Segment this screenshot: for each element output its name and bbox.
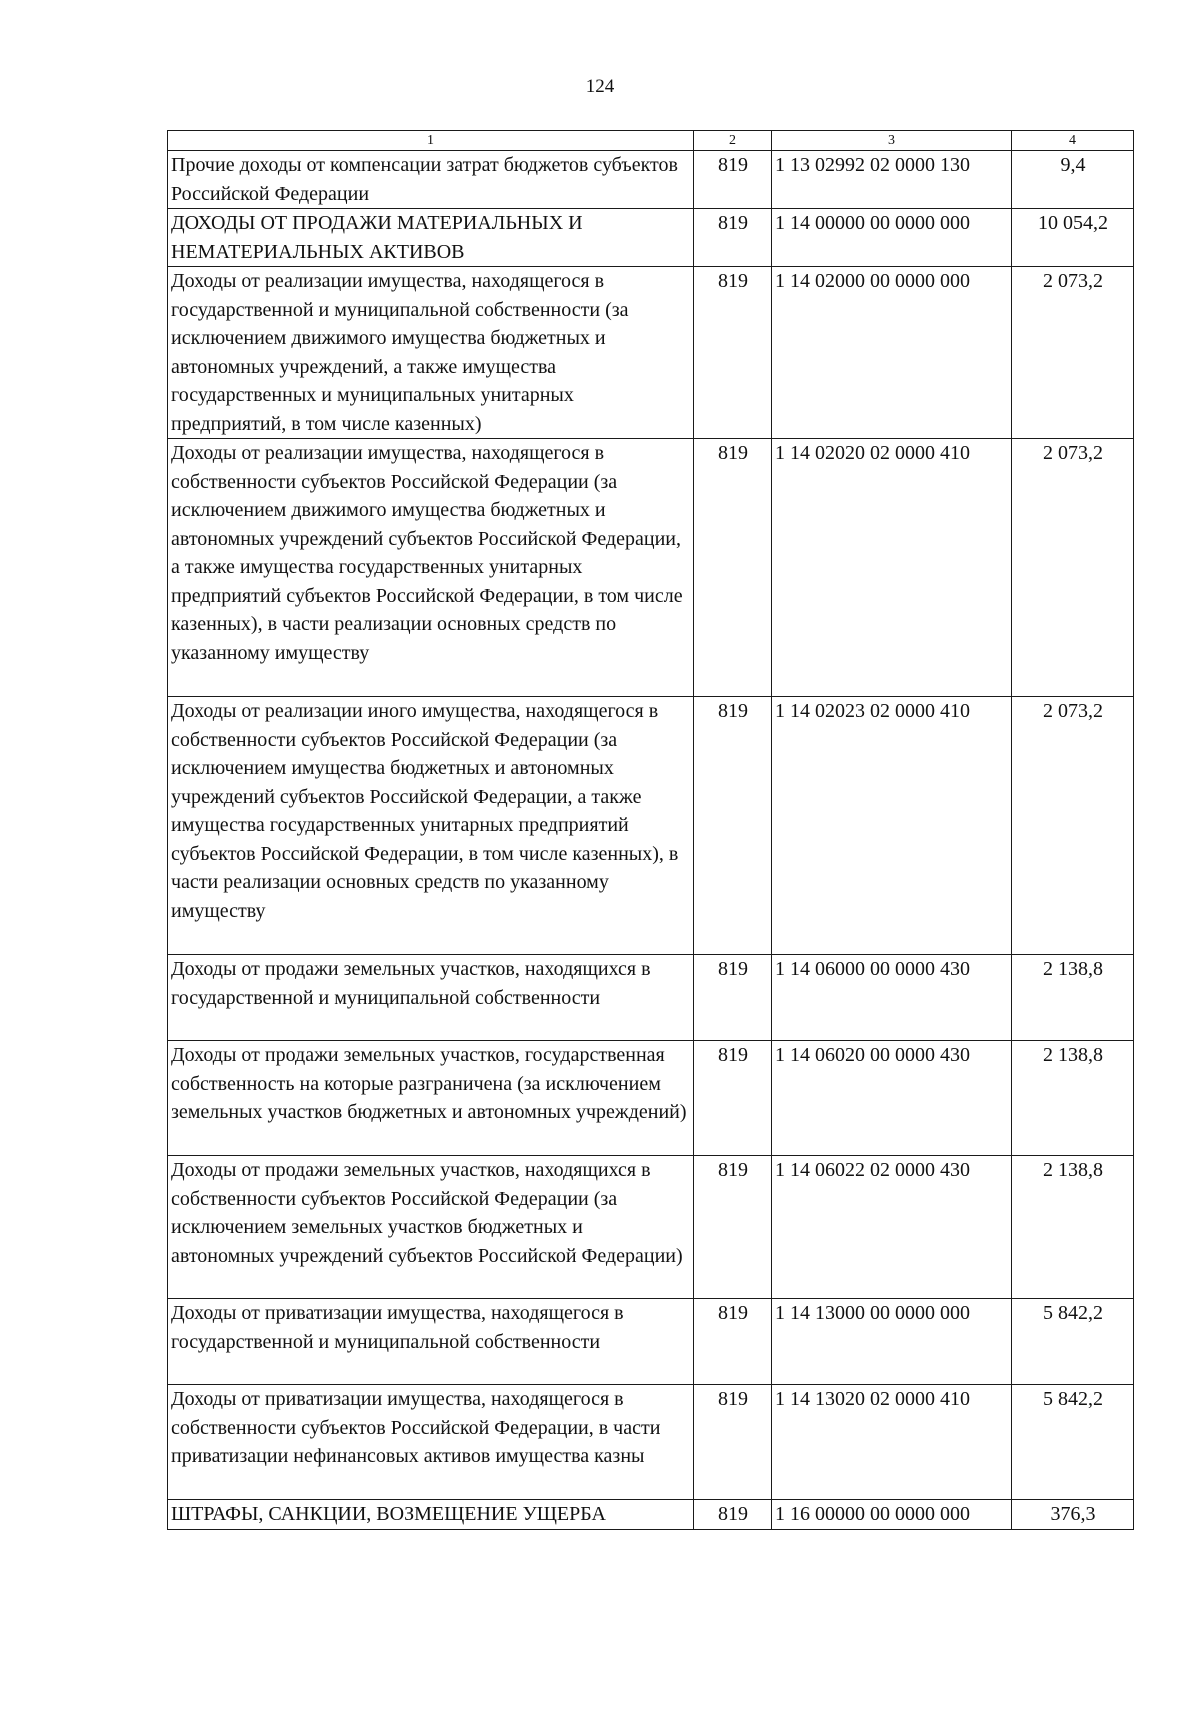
column-header-1: 1 — [168, 131, 694, 151]
admin-code-cell: 819 — [694, 1385, 772, 1500]
budget-code-cell: 1 13 02992 02 0000 130 — [772, 151, 1012, 209]
admin-code-cell: 819 — [694, 267, 772, 439]
column-header-2: 2 — [694, 131, 772, 151]
admin-code-cell: 819 — [694, 1156, 772, 1299]
table-row — [168, 1156, 1134, 1299]
table-header-row — [168, 131, 1134, 151]
revenue-name-cell: ДОХОДЫ ОТ ПРОДАЖИ МАТЕРИАЛЬНЫХ И НЕМАТЕРИАЛЬНЫХ АКТИВОВ — [168, 209, 694, 267]
budget-code-cell: 1 14 13000 00 0000 000 — [772, 1299, 1012, 1385]
admin-code-cell: 819 — [694, 1299, 772, 1385]
table-row — [168, 439, 1134, 697]
table-row — [168, 151, 1134, 209]
admin-code-cell: 819 — [694, 151, 772, 209]
budget-code-cell: 1 14 06000 00 0000 430 — [772, 955, 1012, 1041]
admin-code-cell: 819 — [694, 439, 772, 697]
revenue-name-cell: Доходы от продажи земельных участков, находящихся в государственной и муниципальной собственности — [168, 955, 694, 1041]
amount-cell: 2 073,2 — [1012, 697, 1134, 955]
revenue-name-cell: Доходы от приватизации имущества, находящегося в государственной и муниципальной собственности — [168, 1299, 694, 1385]
column-header-4: 4 — [1012, 131, 1134, 151]
amount-cell: 2 138,8 — [1012, 1156, 1134, 1299]
page-number: 124 — [585, 76, 615, 97]
budget-code-cell: 1 14 13020 02 0000 410 — [772, 1385, 1012, 1500]
amount-cell: 2 138,8 — [1012, 955, 1134, 1041]
amount-cell: 5 842,2 — [1012, 1299, 1134, 1385]
budget-code-cell: 1 14 02000 00 0000 000 — [772, 267, 1012, 439]
admin-code-cell: 819 — [694, 697, 772, 955]
revenue-name-cell: Доходы от приватизации имущества, находящегося в собственности субъектов Российской Федерации, в части приватизации нефинансовых активов имущества казны — [168, 1385, 694, 1500]
budget-code-cell: 1 16 00000 00 0000 000 — [772, 1500, 1012, 1530]
revenue-name-cell: Доходы от продажи земельных участков, государственная собственность на которые разграничена (за исключением земельных участков бюджетных и автономных учреждений) — [168, 1041, 694, 1156]
admin-code-cell: 819 — [694, 209, 772, 267]
budget-code-cell: 1 14 06022 02 0000 430 — [772, 1156, 1012, 1299]
revenue-name-cell: Прочие доходы от компенсации затрат бюджетов субъектов Российской Федерации — [168, 151, 694, 209]
table-row — [168, 1299, 1134, 1385]
revenue-table — [167, 130, 1134, 1530]
amount-cell: 5 842,2 — [1012, 1385, 1134, 1500]
table-row — [168, 955, 1134, 1041]
amount-cell: 376,3 — [1012, 1500, 1134, 1530]
budget-code-cell: 1 14 06020 00 0000 430 — [772, 1041, 1012, 1156]
revenue-name-cell: ШТРАФЫ, САНКЦИИ, ВОЗМЕЩЕНИЕ УЩЕРБА — [168, 1500, 694, 1530]
table-row — [168, 267, 1134, 439]
table-row — [168, 209, 1134, 267]
admin-code-cell: 819 — [694, 955, 772, 1041]
revenue-name-cell: Доходы от реализации иного имущества, находящегося в собственности субъектов Российской Федерации (за исключением имущества бюджетных и автономных учреждений субъектов Российской Федерации, а также имущества государственных унитарных предприятий субъектов Российской Федерации, в том числе казенных), в части реализации основных средств по указанному имуществу — [168, 697, 694, 955]
table-row — [168, 1500, 1134, 1530]
revenue-name-cell: Доходы от реализации имущества, находящегося в государственной и муниципальной собственности (за исключением движимого имущества бюджетных и автономных учреждений, а также имущества государственных и муниципальных унитарных предприятий, в том числе казенных) — [168, 267, 694, 439]
table-row — [168, 1041, 1134, 1156]
admin-code-cell: 819 — [694, 1041, 772, 1156]
column-header-3: 3 — [772, 131, 1012, 151]
budget-code-cell: 1 14 00000 00 0000 000 — [772, 209, 1012, 267]
budget-code-cell: 1 14 02023 02 0000 410 — [772, 697, 1012, 955]
admin-code-cell: 819 — [694, 1500, 772, 1530]
amount-cell: 10 054,2 — [1012, 209, 1134, 267]
amount-cell: 9,4 — [1012, 151, 1134, 209]
amount-cell: 2 138,8 — [1012, 1041, 1134, 1156]
budget-code-cell: 1 14 02020 02 0000 410 — [772, 439, 1012, 697]
amount-cell: 2 073,2 — [1012, 267, 1134, 439]
amount-cell: 2 073,2 — [1012, 439, 1134, 697]
revenue-name-cell: Доходы от реализации имущества, находящегося в собственности субъектов Российской Федерации (за исключением движимого имущества бюджетных и автономных учреждений субъектов Российской Федерации, а также имущества государственных унитарных предприятий субъектов Российской Федерации, в том числе казенных), в части реализации основных средств по указанному имуществу — [168, 439, 694, 697]
revenue-name-cell: Доходы от продажи земельных участков, находящихся в собственности субъектов Российской Федерации (за исключением земельных участков бюджетных и автономных учреждений субъектов Российской Федерации) — [168, 1156, 694, 1299]
table-row — [168, 1385, 1134, 1500]
table-row — [168, 697, 1134, 955]
